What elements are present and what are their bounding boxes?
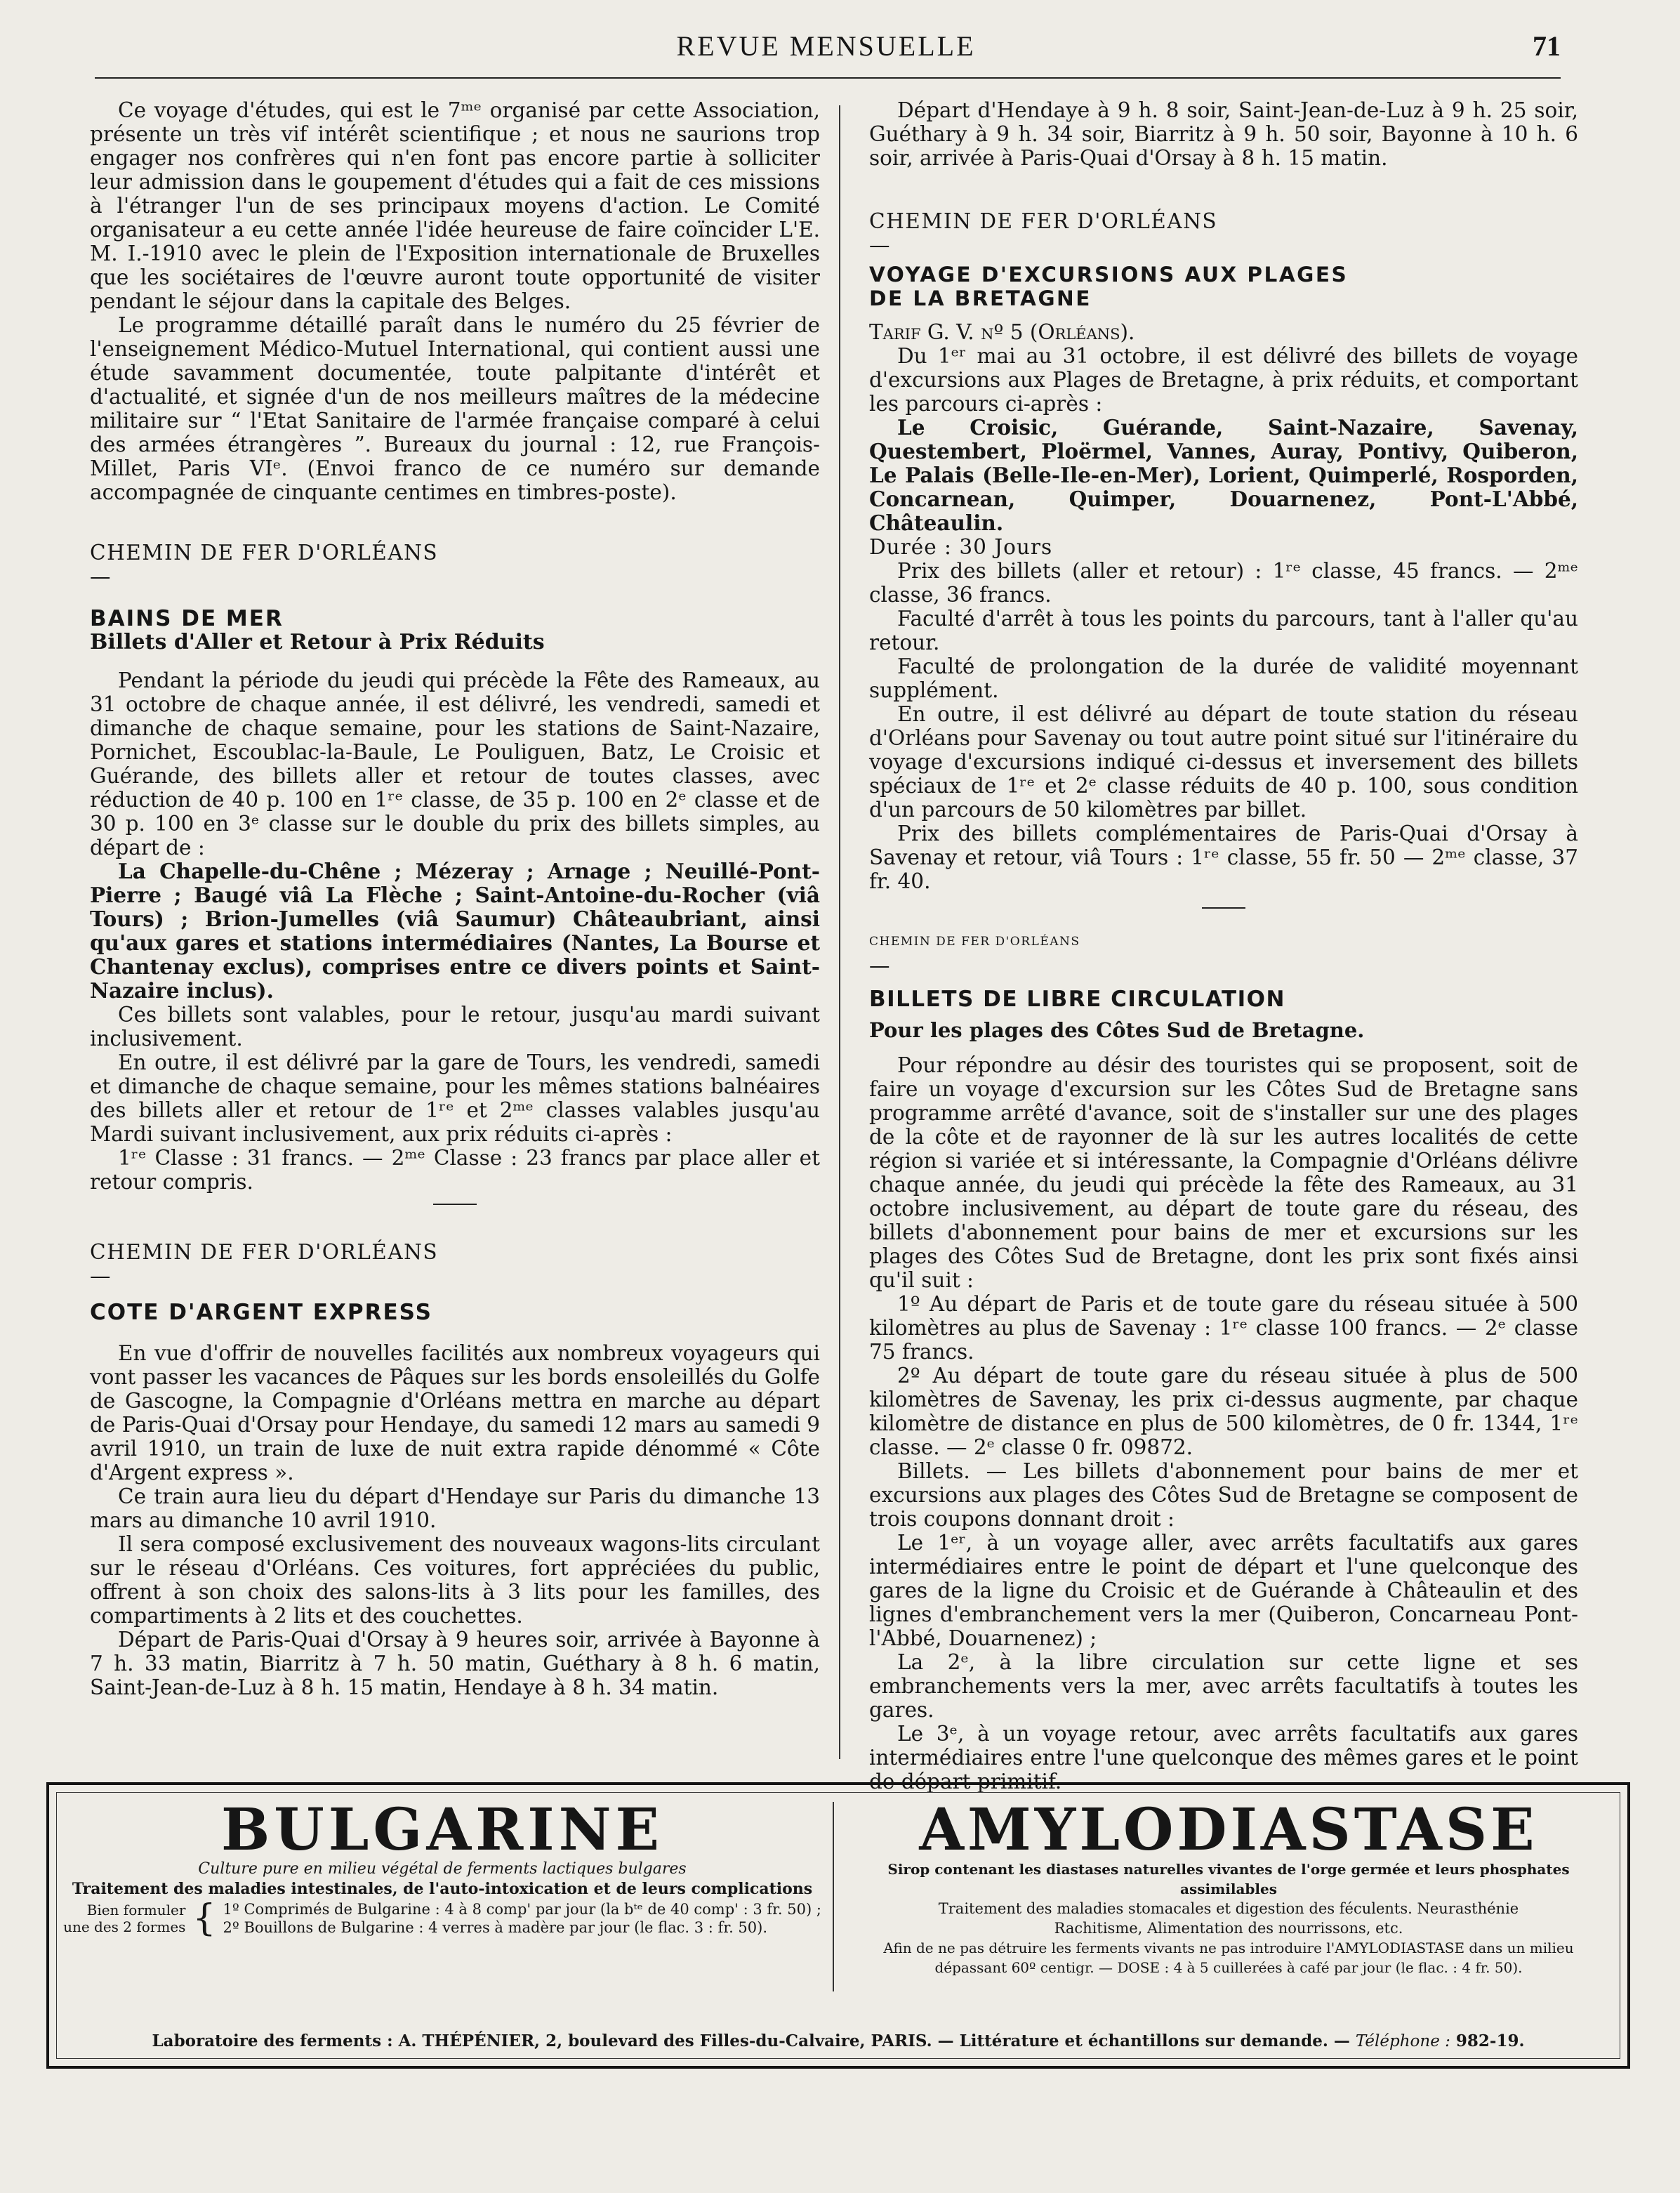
dosage-options: [223, 1900, 821, 1937]
amylodiastase-brand: AMYLODIASTASE: [919, 1796, 1538, 1864]
paragraph: La 2ᵉ, à la libre circulation sur cette ligne et ses embranchements vers la mer, avec arrêts facultatifs à toutes les gares.: [869, 1650, 1578, 1722]
advertisement-divider: [833, 1802, 834, 1991]
section-title: VOYAGE D'EXCURSIONS AUX PLAGES: [869, 263, 1349, 287]
paragraph: Ce train aura lieu du départ d'Hendaye sur Paris du dimanche 13 mars au dimanche 10 avril 1910.: [90, 1484, 820, 1532]
advertisement-footer: [63, 2031, 1613, 2050]
amylodiastase-ad: [842, 1796, 1615, 1977]
section-rubric: CHEMIN DE FER D'ORLÉANS: [869, 209, 1218, 233]
paragraph: Le Croisic, Guérande, Saint-Nazaire, Savenay, Questembert, Ploërmel, Vannes, Auray, Pontivy, Quiberon, Le Palais (Belle-Ile-en-Mer), Lorient, Quimperlé, Rosporden, Concarnean, Quimper, Douarnenez, Pont-L'Abbé, Châteaulin.: [869, 415, 1578, 535]
bulgarine-tagline: Culture pure en milieu végétal de ferments lactiques bulgares: [198, 1860, 687, 1878]
paragraph: Le 3ᵉ, à un voyage retour, avec arrêts facultatifs aux gares intermédiaires entre l'une quelconque des mêmes gares et le point de départ primitif.: [869, 1722, 1578, 1793]
amylodiastase-line: Traitement des maladies stomacales et digestion des féculents. Neurasthénie: [938, 1900, 1519, 1917]
dosage-label-line: une des 2 formes: [63, 1918, 186, 1935]
dosage-label-line: Bien formuler: [86, 1902, 186, 1918]
amylodiastase-line: Rachitisme, Alimentation des nourrissons, etc.: [1054, 1920, 1403, 1937]
tarif-line: Tarif G. V. nº 5 (Orléans).: [869, 320, 1135, 344]
amylodiastase-line: dépassant 60º centigr. — DOSE : 4 à 5 cuillerées à café par jour (le flac. : 4 fr. 50).: [934, 1959, 1523, 1976]
divider-dash: —: [869, 954, 890, 977]
divider-dash: —: [869, 233, 890, 257]
bulgarine-ad: [63, 1796, 821, 1940]
paragraph: Pendant la période du jeudi qui précède la Fête des Rameaux, au 31 octobre de chaque année, il est délivré, les vendredi, samedi et dimanche de chaque semaine, pour les stations de Saint-Nazaire, Pornichet, Escoublac-la-Baule, Le Pouliguen, Batz, Le Croisic et Guérande, des billets aller et retour de toutes classes, avec réduction de 40 p. 100 en 1ʳᵉ classe, de 35 p. 100 en 2ᵉ classe et de 30 p. 100 en 3ᵉ classe sur le double du prix des billets simples, au départ de :: [90, 669, 820, 860]
section-title: COTE D'ARGENT EXPRESS: [90, 1300, 432, 1325]
advertisement-box: [46, 1782, 1630, 2069]
amylodiastase-line: Sirop contenant les diastases naturelles vivantes de l'orge germée et leurs phosphates assimilables: [887, 1861, 1570, 1897]
brace-glyph: {: [192, 1897, 216, 1940]
paragraph: Faculté d'arrêt à tous les points du parcours, tant à l'aller qu'au retour.: [869, 607, 1578, 654]
paragraph: En outre, il est délivré au départ de toute station du réseau d'Orléans pour Savenay ou tout autre point situé sur l'itinéraire du voyage d'excursions indiqué ci-dessus et inversement des billets spéciaux de 1ʳᵉ et 2ᵉ classe réduits de 40 p. 100, sous condition d'un parcours de 50 kilomètres par billet.: [869, 702, 1578, 822]
paragraph: Prix des billets (aller et retour) : 1ʳᵉ classe, 45 francs. — 2ᵐᵉ classe, 36 francs.: [869, 559, 1578, 607]
footer-phone: 982-19.: [1455, 2031, 1525, 2050]
paragraph: 1ʳᵉ Classe : 31 francs. — 2ᵐᵉ Classe : 23 francs par place aller et retour compris.: [90, 1146, 820, 1194]
bulgarine-brand: BULGARINE: [220, 1796, 664, 1864]
running-header: [91, 29, 1561, 69]
paragraph: La Chapelle-du-Chêne ; Mézeray ; Arnage ; Neuillé-Pont-Pierre ; Baugé viâ La Flèche ; Saint-Antoine-du-Rocher (viâ Tours) ; Brion-Jumelles (viâ Saumur) Châteaubriant, ainsi qu'aux gares et stations intermédiaires (Nantes, La Bourse et Chantenay exclus), comprises entre ce divers points et Saint-Nazaire inclus).: [90, 859, 820, 1003]
bulgarine-dosage: [63, 1897, 821, 1940]
paragraph: Pour répondre au désir des touristes qui se proposent, soit de faire un voyage d'excursion sur les Côtes Sud de Bretagne sans programme arrêté d'avance, soit de s'installer sur une des plages de la côte et de rayonner de là sur les autres localités de cette région si variée et si intéressante, la Compagnie d'Orléans délivre chaque année, du jeudi qui précède la fête des Rameaux, au 31 octobre inclusivement, au départ de toute gare du réseau, des billets d'abonnement pour bains de mer et excursions sur les plages des Côtes Sud de Bretagne, dont les prix sont fixés ainsi qu'il suit :: [869, 1053, 1578, 1292]
section-title: BAINS DE MER: [90, 606, 284, 631]
amylodiastase-line: Afin de ne pas détruire les ferments vivants ne pas introduire l'AMYLODIASTASE dans un milieu: [883, 1940, 1574, 1956]
right-column: [869, 98, 1578, 1793]
divider-dash: —: [90, 565, 111, 588]
header-rule: [95, 77, 1561, 79]
paragraph: Prix des billets complémentaires de Paris-Quai d'Orsay à Savenay et retour, viâ Tours : 1ʳᵉ classe, 55 fr. 50 — 2ᵐᵉ classe, 37 fr. 40.: [869, 822, 1578, 893]
paragraph: Billets. — Les billets d'abonnement pour bains de mer et excursions aux plages des Côtes Sud de Bretagne se composent de trois coupons donnant droit :: [869, 1459, 1578, 1531]
paragraph: En vue d'offrir de nouvelles facilités aux nombreux voyageurs qui vont passer les vacances de Pâques sur les bords ensoleillés du Golfe de Gascogne, la Compagnie d'Orléans mettra en marche au départ de Paris-Quai d'Orsay pour Hendaye, du samedi 12 mars au samedi 9 avril 1910, un train de luxe de nuit extra rapide dénommé « Côte d'Argent express ».: [90, 1341, 820, 1484]
footer-address: Laboratoire des ferments : A. THÉPÉNIER, 2, boulevard des Filles-du-Calvaire, PARIS. — Littérature et échantillons sur demande. —: [152, 2031, 1350, 2050]
paragraph: Départ d'Hendaye à 9 h. 8 soir, Saint-Jean-de-Luz à 9 h. 25 soir, Guéthary à 9 h. 34 soir, Biarritz à 9 h. 50 soir, Bayonne à 10 h. 6 soir, arrivée à Paris-Quai d'Orsay à 8 h. 15 matin.: [869, 98, 1578, 170]
divider-dash: —: [90, 1264, 111, 1288]
paragraph: En outre, il est délivré par la gare de Tours, les vendredi, samedi et dimanche de chaque semaine, pour les mêmes stations balnéaires des billets aller et retour de 1ʳᵉ et 2ᵐᵉ classes valables jusqu'au Mardi suivant inclusivement, aux prix réduits ci-après :: [90, 1051, 820, 1146]
paragraph: 2º Au départ de toute gare du réseau située à plus de 500 kilomètres de Savenay, les prix ci-dessus augmente, par chaque kilomètre de distance en plus de 500 kilomètres, de 0 fr. 1344, 1ʳᵉ classe. — 2ᵉ classe 0 fr. 09872.: [869, 1364, 1578, 1459]
section-title: BILLETS DE LIBRE CIRCULATION: [869, 987, 1285, 1012]
paragraph: Du 1ᵉʳ mai au 31 octobre, il est délivré des billets de voyage d'excursions aux Plages de Bretagne, à prix réduits, et comportant les parcours ci-après :: [869, 344, 1578, 416]
column-rule: [839, 105, 840, 1759]
section-rubric: CHEMIN DE FER D'ORLÉANS: [90, 1240, 439, 1264]
footer-phone-label: Téléphone :: [1355, 2032, 1450, 2050]
section-title-line2: DE LA BRETAGNE: [869, 287, 1092, 310]
dosage-label: [63, 1902, 185, 1935]
journal-title: REVUE MENSUELLE: [676, 30, 976, 62]
section-rubric: CHEMIN DE FER D'ORLÉANS: [90, 541, 439, 565]
paragraph: Faculté de prolongation de la durée de validité moyennant supplément.: [869, 654, 1578, 702]
bulgarine-treatment-line: Traitement des maladies intestinales, de l'auto-intoxication et de leurs complications: [72, 1880, 813, 1898]
paragraph: Le programme détaillé paraît dans le numéro du 25 février de l'enseignement Médico-Mutuel International, qui contient aussi une étude savamment documentée, toute palpitante d'intérêt et d'actualité, et signée d'un de nos meilleurs maîtres de la médecine militaire sur “ l'Etat Sanitaire de l'armée française comparé à celui des armées étrangères ”. Bureaux du journal : 12, rue François-Millet, Paris VIᵉ. (Envoi franco de ce numéro sur demande accompagnée de cinquante centimes en timbres-poste).: [90, 313, 820, 504]
section-rubric: CHEMIN DE FER D'ORLÉANS: [869, 935, 1080, 949]
paragraph: Ces billets sont valables, pour le retour, jusqu'au mardi suivant inclusivement.: [90, 1003, 820, 1051]
dosage-option: 2º Bouillons de Bulgarine : 4 verres à madère par jour (le flac. 3 : fr. 50).: [223, 1919, 768, 1936]
section-subtitle: Pour les plages des Côtes Sud de Bretagne.: [869, 1018, 1365, 1042]
paragraph: Le 1ᵉʳ, à un voyage aller, avec arrêts facultatifs aux gares intermédiaires entre le point de départ et l'une quelconque des gares de la ligne du Croisic et de Guérande à Châteaulin et des lignes d'embranchement vers la mer (Quiberon, Concarneau Pont-l'Abbé, Douarnenez) ;: [869, 1531, 1578, 1650]
page-number: 71: [1533, 30, 1561, 62]
paragraph: Départ de Paris-Quai d'Orsay à 9 heures soir, arrivée à Bayonne à 7 h. 33 matin, Biarritz à 7 h. 50 matin, Guéthary à 8 h. 6 matin, Saint-Jean-de-Luz à 8 h. 15 matin, Hendaye à 8 h. 34 matin.: [90, 1628, 820, 1699]
paragraph: Il sera composé exclusivement des nouveaux wagons-lits circulant sur le réseau d'Orléans. Ces voitures, fort appréciées du public, offrent à son choix des salons-lits à 3 lits pour les familles, des compartiments à 2 lits et des couchettes.: [90, 1532, 820, 1628]
paragraph: 1º Au départ de Paris et de toute gare du réseau située à 500 kilomètres au plus de Savenay : 1ʳᵉ classe 100 francs. — 2ᵉ classe 75 francs.: [869, 1292, 1578, 1364]
section-subtitle: Billets d'Aller et Retour à Prix Réduits: [90, 630, 545, 654]
left-column: [90, 98, 820, 1699]
duree-line: Durée : 30 Jours: [869, 535, 1053, 559]
paragraph: Ce voyage d'études, qui est le 7ᵐᵉ organisé par cette Association, présente un très vif intérêt scientifique ; et nous ne saurions trop engager nos confrères qui n'en font pas encore partie à solliciter leur admission dans le goupement d'études qui a fait de ces missions à l'étranger l'un de ses principaux moyens d'action. Le Comité organisateur a eu cette année l'idée heureuse de faire coïncider L'E. M. I.-1910 avec le plein de l'Exposition internationale de Bruxelles que les sociétaires de l'œuvre auront toute opportunité de visiter pendant le séjour dans la capitale des Belges.: [90, 98, 820, 313]
dosage-option: 1º Comprimés de Bulgarine : 4 à 8 comp' par jour (la bᵗᵉ de 40 comp' : 3 fr. 50) ;: [223, 1901, 821, 1918]
